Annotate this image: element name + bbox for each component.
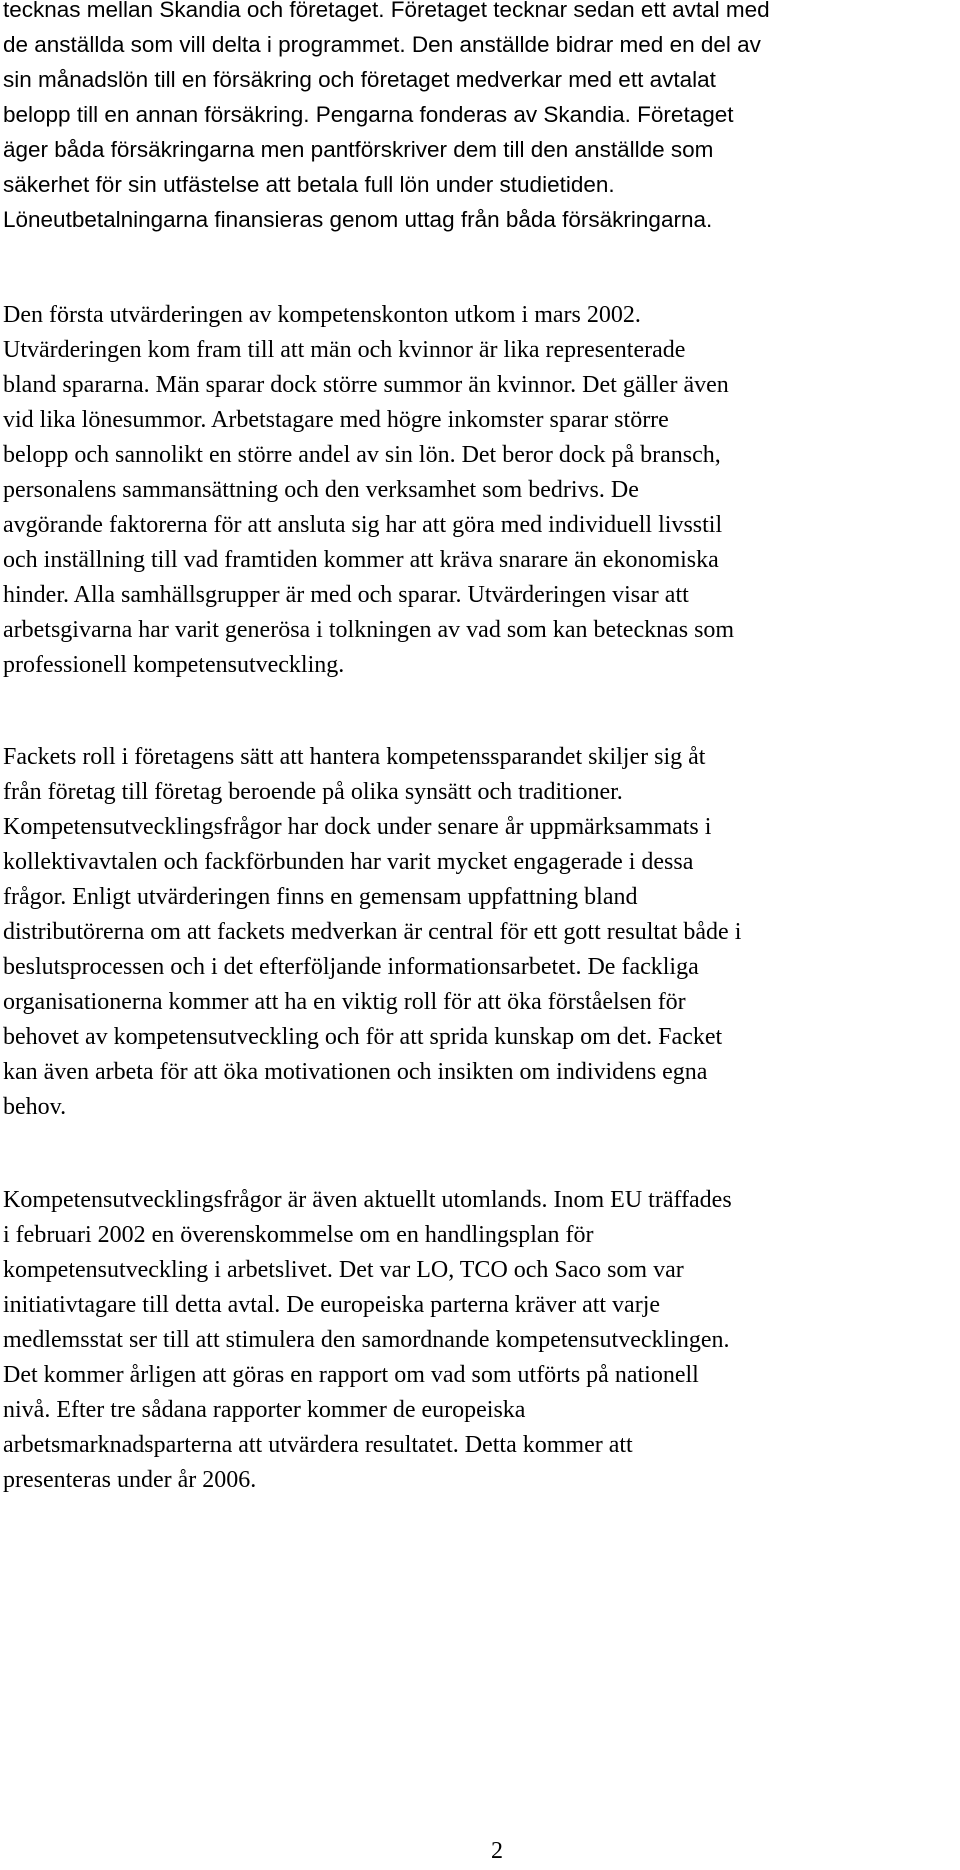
text-line: kompetensutveckling i arbetslivet. Det var LO, TCO och Saco som var bbox=[3, 1257, 684, 1283]
text-line: de anställda som vill delta i programmet. Den anställde bidrar med en del av bbox=[3, 32, 761, 57]
text-line: arbetsmarknadsparterna att utvärdera resultatet. Detta kommer att bbox=[3, 1432, 633, 1458]
text-line: distributörerna om att fackets medverkan är central för ett gott resultat både i bbox=[3, 919, 742, 945]
text-line: tecknas mellan Skandia och företaget. Företaget tecknar sedan ett avtal med bbox=[3, 0, 770, 22]
text-line: frågor. Enligt utvärderingen finns en gemensam uppfattning bland bbox=[3, 884, 638, 910]
text-line: Kompetensutvecklingsfrågor har dock under senare år uppmärksammats i bbox=[3, 814, 712, 840]
text-line: beslutsprocessen och i det efterföljande informationsarbetet. De fackliga bbox=[3, 954, 699, 980]
text-line: arbetsgivarna har varit generösa i tolkningen av vad som kan betecknas som bbox=[3, 617, 735, 643]
text-line: behovet av kompetensutveckling och för att sprida kunskap om det. Facket bbox=[3, 1024, 723, 1050]
text-line: initiativtagare till detta avtal. De europeiska parterna kräver att varje bbox=[3, 1292, 661, 1318]
text-line: säkerhet för sin utfästelse att betala full lön under studietiden. bbox=[3, 172, 615, 197]
text-line: i februari 2002 en överenskommelse om en handlingsplan för bbox=[3, 1222, 594, 1248]
text-line: sin månadslön till en försäkring och företaget medverkar med ett avtalat bbox=[3, 67, 716, 92]
text-line: organisationerna kommer att ha en viktig roll för att öka förståelsen för bbox=[3, 989, 686, 1015]
text-line: kollektivavtalen och fackförbunden har varit mycket engagerade i dessa bbox=[3, 849, 694, 875]
text-line: Fackets roll i företagens sätt att hantera kompetenssparandet skiljer sig åt bbox=[3, 744, 706, 770]
text-line: medlemsstat ser till att stimulera den samordnande kompetensutvecklingen. bbox=[3, 1327, 730, 1353]
text-line: äger båda försäkringarna men pantförskriver dem till den anställde som bbox=[3, 137, 714, 162]
paragraph-skandia-insurance bbox=[3, 0, 953, 237]
text-line: avgörande faktorerna för att ansluta sig har att göra med individuell livsstil bbox=[3, 512, 723, 538]
text-line: Kompetensutvecklingsfrågor är även aktuellt utomlands. Inom EU träffades bbox=[3, 1187, 732, 1213]
text-line: vid lika lönesummor. Arbetstagare med högre inkomster sparar större bbox=[3, 407, 669, 433]
text-line: och inställning till vad framtiden kommer att kräva snarare än ekonomiska bbox=[3, 547, 719, 573]
text-line: personalens sammansättning och den verksamhet som bedrivs. De bbox=[3, 477, 639, 503]
paragraph-union-role bbox=[3, 740, 953, 1125]
text-line: behov. bbox=[3, 1094, 67, 1120]
paragraph-eu-agreement bbox=[3, 1183, 953, 1498]
text-line: från företag till företag beroende på olika synsätt och traditioner. bbox=[3, 779, 623, 805]
paragraph-evaluation bbox=[3, 298, 953, 683]
text-line: bland spararna. Män sparar dock större summor än kvinnor. Det gäller även bbox=[3, 372, 729, 398]
text-line: Löneutbetalningarna finansieras genom uttag från båda försäkringarna. bbox=[3, 207, 713, 232]
text-line: belopp och sannolikt en större andel av sin lön. Det beror dock på bransch, bbox=[3, 442, 721, 468]
text-line: Den första utvärderingen av kompetenskonton utkom i mars 2002. bbox=[3, 302, 641, 328]
text-line: belopp till en annan försäkring. Pengarna fonderas av Skandia. Företaget bbox=[3, 102, 734, 127]
text-line: nivå. Efter tre sådana rapporter kommer de europeiska bbox=[3, 1397, 526, 1423]
text-line: hinder. Alla samhällsgrupper är med och sparar. Utvärderingen visar att bbox=[3, 582, 689, 608]
text-line: Det kommer årligen att göras en rapport om vad som utförts på nationell bbox=[3, 1362, 699, 1388]
text-line: kan även arbeta för att öka motivationen och insikten om individens egna bbox=[3, 1059, 708, 1085]
text-line: professionell kompetensutveckling. bbox=[3, 652, 345, 678]
text-line: presenteras under år 2006. bbox=[3, 1467, 257, 1493]
page-number: 2 bbox=[491, 1838, 503, 1864]
text-line: Utvärderingen kom fram till att män och kvinnor är lika representerade bbox=[3, 337, 686, 363]
